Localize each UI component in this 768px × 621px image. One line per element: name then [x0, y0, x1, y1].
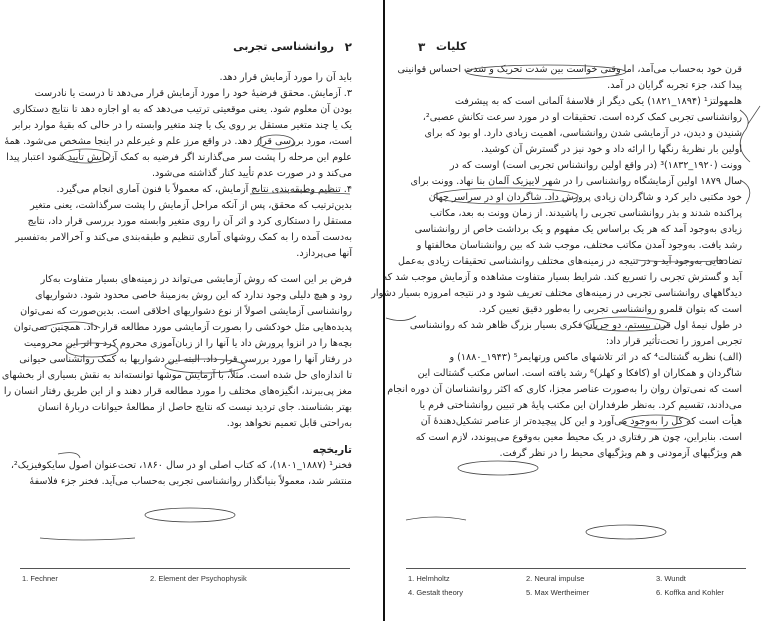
page-divider	[383, 0, 385, 621]
text-line: مغز پی‌ببرند، انگیزه‌های مختلف را مورد مطالعه قرار دهند و از این طریق رفتار انسان را	[3, 386, 352, 397]
text-line: بودن آن معلوم شود. یعنی موقعیتی ترتیب می‌دهد که به او اجازه دهد تا نتایج دستکاری	[12, 104, 352, 115]
right-running-head: کلیات	[436, 40, 467, 53]
left-footnote-2: 2. Element der Psychophysik	[150, 574, 247, 583]
text-line: پیدا کند، جزء تجربه گرایان در آمد.	[607, 80, 742, 91]
text-line: (الف) نظریه گشتالت⁴ که در اثر تلاشهای ماکس ورتهایمر⁵ (۱۹۴۳_۱۸۸۰) و	[449, 352, 742, 363]
text-line: شاگردان و همکاران او (کافکا و کهلر)⁶ رشد یافته است. اساس مکتب گشتالت این	[417, 368, 742, 379]
text-line: زیادی به‌وجود آمد که هر یک براساس یک مفهوم و یک برداشت خاص از روانشناسی	[414, 224, 742, 235]
left-page-number: ٢	[344, 40, 352, 54]
text-line: شنیدن و دیدن، در آزمایشی شدن روانشناسی، اهمیت زیادی دارد. او بود که برای	[424, 128, 742, 139]
text-line: منتشر شد، معمولاً بنیانگذار روانشناسی تجربی به‌حساب می‌آید. فخنر جزء فلاسفهٔ	[29, 476, 352, 487]
text-line: خود مکتبی دایر کرد و شاگردان زیادی پرورش داد. شاگردان او در سراسر جهان	[428, 192, 742, 203]
text-line: رشد یافت. به‌وجود آمدن مکاتب مختلف، موجب شد که بین روانشناسان مخالفتها و	[416, 240, 742, 251]
text-line: تجربی امروز را تحت‌تأثیر قرار داد:	[605, 336, 742, 347]
text-line: در طول نیمهٔ اول قرن بیستم، دو جریان فکری بسیار بزرگ ظاهر شد که روانشناسی	[409, 320, 742, 331]
text-line: وونت (۱۹۲۰_۱۸۳۲)³ (در واقع اولین روانشناس تجربی است) اوست که در	[449, 160, 742, 171]
text-line: است. بنابراین، چون هر رفتاری در یک محیط معین به‌وقوع می‌پیوندد، لازم است که	[415, 432, 742, 443]
right-footnote-6: 6. Koffka and Kohler	[656, 588, 724, 597]
section-heading: تاریخچه	[312, 444, 352, 456]
text-line: هم ویژگیهای آزمودنی و هم ویژگیهای محیط را در نظر گرفت.	[499, 448, 742, 459]
text-line: است که نمی‌توان روان را به‌صورت عناصر مجزا، کاری که اکثر روانشناسان آن دوره انجام	[387, 384, 742, 395]
text-line: دیدگاههای روانشناسی تجربی در زمینه‌های مختلف تعریف شود و در نتیجه امروزه بسیار دشوار	[371, 288, 742, 299]
text-line: تا اندازه‌ای حل شده است. مثلاً، با آزمایش موشها توانسته‌اند به نقش بسیاری از بخشهای	[1, 370, 352, 381]
text-line	[30, 262, 352, 272]
right-footnote-4: 4. Gestalt theory	[408, 588, 464, 597]
left-running-head: روانشناسی تجربی	[233, 40, 334, 53]
text-line: اولین بار نظریهٔ رنگها را ارائه داد و خود نیز در گسترش آن کوشید.	[480, 144, 742, 155]
text-line: ۳. آزمایش. محقق فرضیهٔ خود را مورد آزمایش قرار می‌دهد تا درست یا نادرست	[34, 88, 352, 99]
text-line: رود و هیچ دلیلی وجود ندارد که این روش به‌زمینهٔ خاصی محدود شود. دشواریهای	[35, 290, 352, 301]
text-line: باید آن را مورد آزمایش قرار دهد.	[219, 72, 352, 83]
right-page-text	[371, 62, 742, 462]
text-line: آنها می‌پردازد.	[296, 248, 352, 259]
text-line: هیأت است که کل را به‌وجود می‌آورد و این کل پیچیده‌تر از عناصر تشکیل‌دهندهٔ آن	[420, 416, 742, 427]
text-line: هلمهولتز¹ (۱۸۹۴_۱۸۲۱) یکی دیگر از فلاسفهٔ آلمانی است که به پیشرفت	[454, 96, 742, 107]
text-line: ۴. تنظیم وطبقه‌بندی نتایج آزمایش، که معمولاً با فنون آماری انجام می‌گیرد.	[56, 184, 352, 195]
text-line: می‌دادند، تقسیم کرد. به‌نظر طرفداران این مکتب پایهٔ هر تبیین روانشناختی فرم یا	[419, 400, 742, 411]
text-line: بهتر بشناسند. جای تردید نیست که نتایج حاصل از مطالعهٔ حیوانات دربارهٔ انسان	[37, 402, 352, 413]
text-line: تضادهایی به‌وجود آید و در نتیجه در زمینه‌های مختلف روانشناسی تحقیقات زیادی به‌عمل	[398, 256, 742, 267]
text-line: فخنر¹ (۱۸۸۷_۱۸۰۱)، که کتاب اصلی او در سال ۱۸۶۰، تحت‌عنوان اصول سایکوفیزیک²،	[10, 460, 352, 471]
text-line: به‌دست آمده را به کمک روشهای آماری تنظیم و طبقه‌بندی می‌کند و آخرالامر به‌تفسیر	[15, 232, 352, 243]
text-line: بدین‌ترتیب که محقق، پس از آنکه مراحل آزمایش را پشت سرگذاشت، یعنی متغیر	[30, 200, 352, 211]
left-page	[0, 0, 382, 621]
right-page-number: ٣	[418, 40, 426, 54]
left-footnote-1: 1. Fechner	[22, 574, 58, 583]
left-page-text	[1, 70, 352, 490]
right-page	[371, 0, 768, 621]
text-line: علوم این مرحله را پشت سر می‌گذارند اگر فرضیه به کمک آزمایش تأیید شود اعتبار پیدا	[6, 152, 352, 163]
text-line: به‌راحتی قابل تعمیم نخواهد بود.	[226, 418, 352, 429]
text-line: روانشناسی تجربی کمک کرده است. تحقیقات او در مورد سرعت تکانش عصبی²،	[422, 112, 742, 123]
text-line: یک یا چند متغیر مستقل بر روی یک یا چند متغیر وابسته را در حالی که بقیهٔ موارد برابر	[12, 120, 352, 131]
left-footnote-rule	[20, 568, 350, 569]
text-line: پدیده‌هایی مثل خودکشی را بصورت آزمایشی مورد مطالعه قرار داد. همچنین نمی‌توان	[13, 322, 352, 333]
text-line: در رفتار آنها را مورد بررسی قرار داد. البته این دشواریها به کمک روانشناسی حیوانی	[19, 354, 352, 365]
text-line: مستقل را دستکاری کرد و اثر آن را روی متغیر وابسته مورد بررسی قرار داد، نتایج	[27, 216, 352, 227]
text-line: است، مورد بررسی قرار دهد. در واقع مرز علم و غیرعلم در اینجا مشخص می‌شود. همهٔ	[4, 136, 352, 147]
text-line	[30, 432, 352, 442]
text-line: آید و گسترش تجربی را تسریع کند. شرایط بسیار متفاوت مشاهده و آزمایش موجب شد که	[382, 272, 742, 283]
right-footnote-1: 1. Helmholtz	[408, 574, 450, 583]
right-footnote-2: 2. Neural impulse	[526, 574, 585, 583]
right-footnote-rule	[406, 568, 746, 569]
right-footnote-3: 3. Wundt	[656, 574, 686, 583]
text-line: فرض بر این است که روش آزمایشی می‌تواند در زمینه‌های بسیار متفاوت به‌کار	[40, 274, 352, 285]
text-line: می‌کند و در صورت عدم تأیید کنار گذاشته می‌شود.	[151, 168, 352, 179]
text-line: روانشناسی آزمایشی اصولاً از نوع دشواریهای اخلاقی است. بدین‌صورت که نمی‌توان	[20, 306, 352, 317]
text-line: قرن خود به‌حساب می‌آمد، اما وقتی خواست بین شدت تحریک و شدت احساس قوانینی	[397, 64, 742, 75]
text-line: است که بتوان قلمرو روانشناسی تجربی را به‌طور دقیق تعیین کرد.	[478, 304, 742, 315]
text-line: بچه‌ها را در انزوا پرورش داد یا آنها را از زبان‌آموزی محروم کرد و اثر این محرومیت	[23, 338, 352, 349]
text-line: سال ۱۸۷۹ اولین آزمایشگاه روانشناسی را در شهر لایپزیک آلمان بنا نهاد. وونت برای	[410, 176, 742, 187]
text-line: پراکنده شدند و بذر روانشناسی تجربی را پاشیدند. از زمان وونت به بعد، مکاتب	[429, 208, 742, 219]
right-footnote-5: 5. Max Wertheimer	[526, 588, 590, 597]
